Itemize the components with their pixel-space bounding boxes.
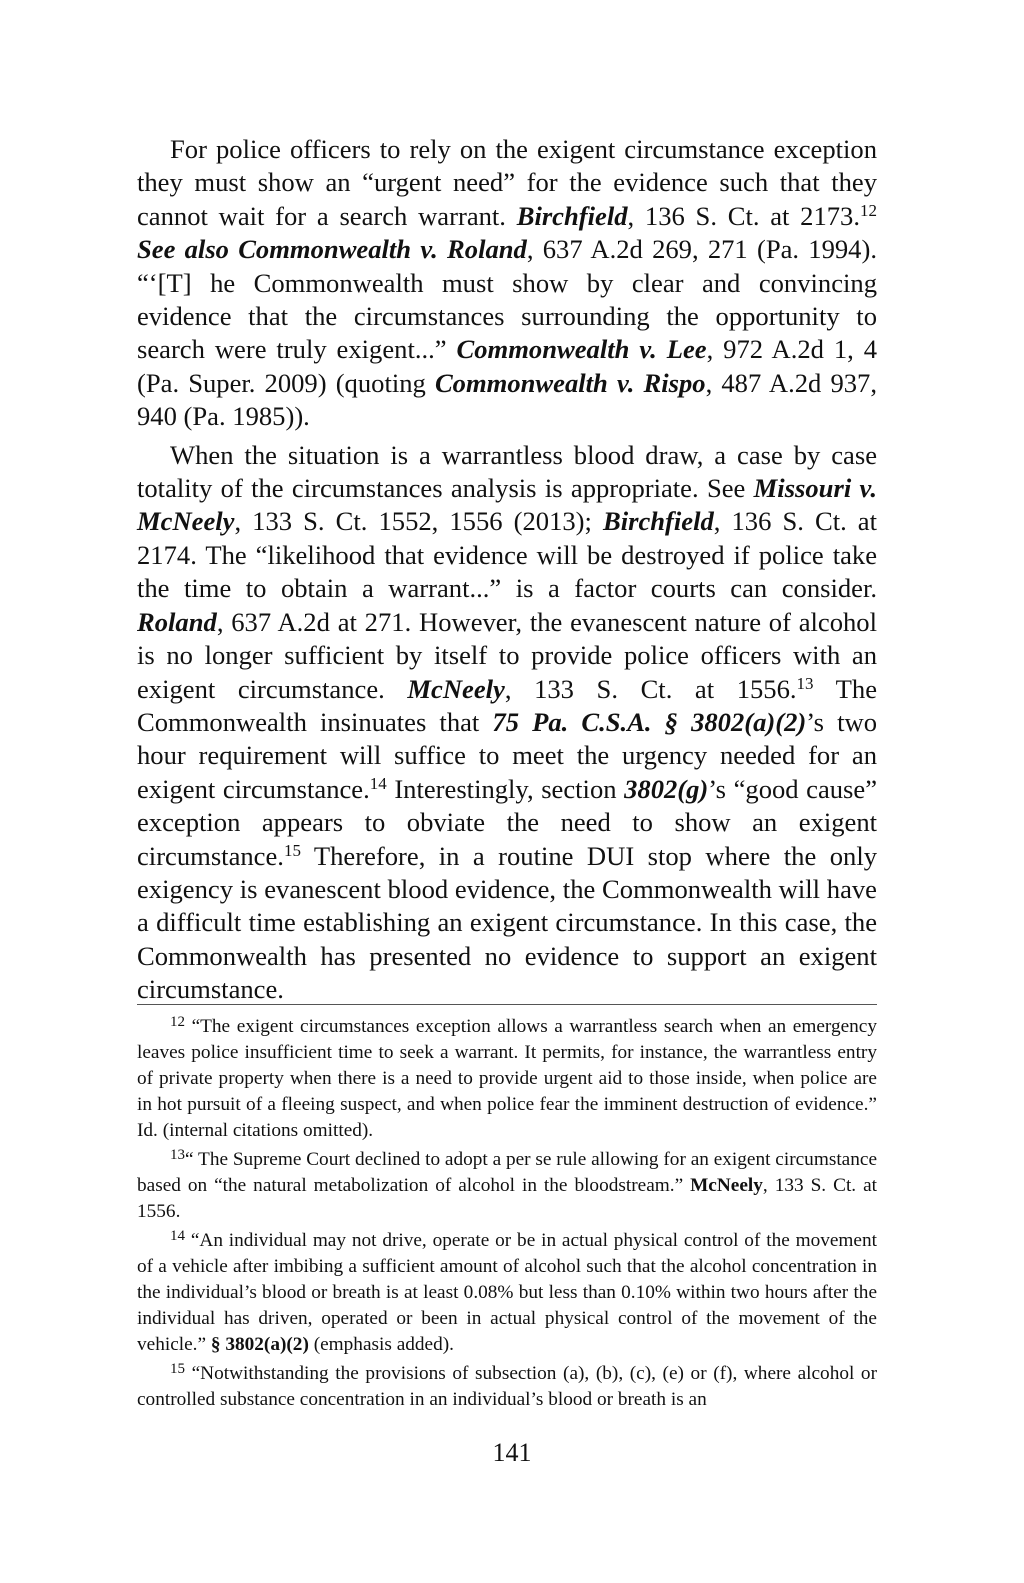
footnote-text: , 133 S. Ct. at 1556. — [137, 1175, 877, 1222]
statute-citation: 3802(g) — [624, 773, 709, 804]
footnote-divider — [137, 1004, 877, 1005]
paragraph-exigent-need — [137, 133, 877, 434]
text-run: Interestingly, section — [386, 773, 625, 804]
footnote-reference: 13 — [796, 673, 814, 693]
statute-citation: 75 Pa. C.S.A. § 3802(a)(2) — [492, 706, 807, 737]
case-citation: Birchfield — [516, 200, 628, 231]
statute-citation: § 3802(a)(2) — [210, 1334, 309, 1355]
case-citation: Missouri v. McNeely — [137, 473, 877, 537]
footnote-reference: 15 — [283, 840, 301, 860]
text-run: , 133 S. Ct. 1552, 1556 (2013); — [234, 506, 603, 537]
footnote-13 — [137, 1147, 877, 1225]
footnote-12 — [137, 1014, 877, 1144]
footnote-text: “The exigent circumstances exception allows a warrantless search when an emergency leaves police insufficient time to seek a warrant. It permits, for instance, the warrantless entry of private property when there is a need to provide urgent aid to those inside, when police are in hot pursuit of a fleeing suspect, and when police fear the imminent destruction of evidence.” Id. (internal citations omitted). — [137, 1016, 877, 1141]
text-run: When the situation is a warrantless blood draw, a case by case totality of the circumstances analysis is appropriate. See — [137, 439, 877, 504]
text-run: , 637 A.2d 269, 271 (Pa. 1994). “‘[T] he Commonwealth must show by clear and convincing evidence that the circumstances surrounding the opportunity to search were truly exigent...” — [137, 234, 877, 365]
case-citation: McNeely — [690, 1175, 763, 1196]
text-run: Therefore, in a routine DUI stop where the only exigency is evanescent blood evidence, the Commonwealth will have a difficult time establishing an exigent circumstance. In this case, the Commonwealth has presented no evidence to support an exigent circumstance. — [137, 840, 877, 1005]
text-run: , 487 A.2d 937, 940 (Pa. 1985)). — [137, 367, 878, 432]
text-run: , 972 A.2d 1, 4 (Pa. Super. 2009) (quoting — [137, 334, 878, 398]
case-citation: McNeely — [407, 673, 505, 704]
footnote-number: 12 — [170, 1014, 185, 1030]
footnote-text: (emphasis added). — [308, 1334, 454, 1355]
paragraph-blood-draw — [137, 439, 877, 1007]
footnote-number: 14 — [170, 1228, 185, 1244]
footnote-text: “Notwithstanding the provisions of subsection (a), (b), (c), (e) or (f), where alcohol or controlled substance concentration in an individual’s blood or breath is an — [137, 1363, 877, 1410]
text-run: The Commonwealth insinuates that — [137, 673, 877, 737]
footnote-15 — [137, 1361, 877, 1413]
footnote-14 — [137, 1228, 877, 1358]
footnote-reference: 14 — [369, 773, 387, 793]
footnote-number: 15 — [170, 1361, 185, 1377]
case-citation: Commonwealth v. Rispo — [434, 367, 706, 398]
text-run: For police officers to rely on the exigent circumstance exception they must show an “urgent need” for the evidence such that they cannot wait for a search warrant. — [137, 134, 877, 231]
footnotes — [137, 1014, 877, 1413]
case-citation: Roland — [137, 606, 217, 637]
footnote-reference: 12 — [860, 200, 877, 220]
text-run: , 637 A.2d at 271. However, the evanescent nature of alcohol is no longer sufficient by itself to provide police officers with an exigent circumstance. — [137, 606, 877, 704]
footnote-number: 13 — [170, 1147, 185, 1163]
footnote-text: “An individual may not drive, operate or be in actual physical control of the movement of a vehicle after imbibing a sufficient amount of alcohol such that the alcohol concentration in the individual’s blood or breath is at least 0.08% but less than 0.10% within two hours after the individual has driven, operated or been in actual physical control of the movement of the vehicle.” — [137, 1230, 877, 1355]
text-run: , 136 S. Ct. at 2174. The “likelihood that evidence will be destroyed if police take the time to obtain a warrant...” is a factor courts can consider. — [137, 506, 877, 604]
case-citation: See also Commonwealth v. Roland — [137, 234, 527, 265]
case-citation: Commonwealth v. Lee — [456, 334, 707, 365]
footnote-text: “ The Supreme Court declined to adopt a per se rule allowing for an exigent circumstance based on “the natural metabolization of alcohol in the bloodstream.” — [137, 1149, 877, 1196]
main-text — [137, 133, 877, 1007]
text-run: ’s two hour requirement will suffice to meet the urgency needed for an exigent circumstance. — [137, 706, 878, 804]
text-run: , 133 S. Ct. at 1556. — [504, 673, 797, 704]
page-number: 141 — [492, 1438, 532, 1467]
case-citation: Birchfield — [602, 506, 714, 537]
text-run: , 136 S. Ct. at 2173. — [627, 200, 860, 231]
text-run: ’s “good cause” exception appears to obviate the need to show an exigent circumstance. — [137, 773, 877, 871]
